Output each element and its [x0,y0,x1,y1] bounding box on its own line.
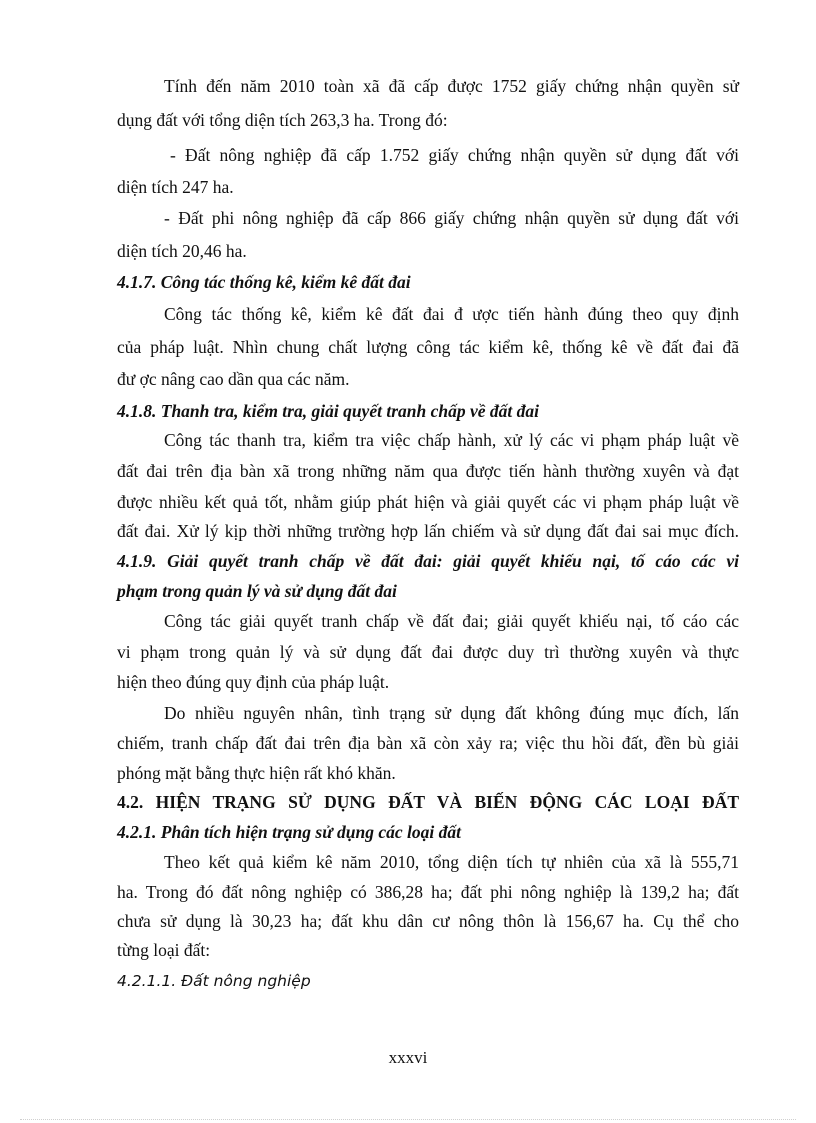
paragraph-line: hiện theo đúng quy định của pháp luật. [117,672,390,692]
section-heading: 4.1.8. Thanh tra, kiểm tra, giải quyết tranh chấp về đất đai [117,401,539,421]
paragraph-line: Công tác giải quyết tranh chấp về đất đai; giải quyết khiếu nại, tố cáo các [164,611,739,631]
section-heading: phạm trong quản lý và sử dụng đất đai [117,581,397,601]
paragraph-line: Công tác thống kê, kiểm kê đất đai đ ược tiến hành đúng theo quy định [164,304,739,324]
paragraph-line: đất đai trên địa bàn xã trong những năm qua được tiến hành thường xuyên và đạt [117,461,739,481]
paragraph-line: chiếm, tranh chấp đất đai trên địa bàn xã còn xảy ra; việc thu hồi đất, đền bù giải [117,733,739,753]
page-number: xxxvi [388,1048,428,1067]
paragraph-line: Tính đến năm 2010 toàn xã đã cấp được 1752 giấy chứng nhận quyền sử [164,76,739,96]
subsubsection-heading: 4.2.1.1. Đất nông nghiệp [117,972,311,990]
page-bottom-divider [20,1119,796,1120]
paragraph-line: Do nhiều nguyên nhân, tình trạng sử dụng đất không đúng mục đích, lấn [164,703,739,723]
list-item: - Đất phi nông nghiệp đã cấp 866 giấy chứng nhận quyền sử dụng đất với [164,208,739,228]
paragraph-line: từng loại đất: [117,940,211,960]
section-heading: 4.1.9. Giải quyết tranh chấp về đất đai: giải quyết khiếu nại, tố cáo các vi [117,551,739,571]
list-item: - Đất nông nghiệp đã cấp 1.752 giấy chứng nhận quyền sử dụng đất với [170,145,739,165]
paragraph-line: đất đai. Xử lý kịp thời những trường hợp lấn chiếm và sử dụng đất đai sai mục đích. [117,521,739,541]
paragraph-line: Theo kết quả kiểm kê năm 2010, tổng diện tích tự nhiên của xã là 555,71 [164,852,739,872]
paragraph-line: ha. Trong đó đất nông nghiệp có 386,28 ha; đất phi nông nghiệp là 139,2 ha; đất [117,882,739,902]
paragraph-line: đư ợc nâng cao dần qua các năm. [117,369,350,389]
section-heading: 4.1.7. Công tác thống kê, kiểm kê đất đai [117,272,411,292]
paragraph-line: của pháp luật. Nhìn chung chất lượng công tác kiểm kê, thống kê về đất đai đã [117,337,739,357]
paragraph-line: vi phạm trong quản lý và sử dụng đất đai được duy trì thường xuyên và thực [117,642,739,662]
paragraph-line: được nhiều kết quả tốt, nhằm giúp phát hiện và giải quyết các vi phạm pháp luật về [117,492,739,512]
section-heading: 4.2. HIỆN TRẠNG SỬ DỤNG ĐẤT VÀ BIẾN ĐỘNG CÁC LOẠI ĐẤT [117,792,739,812]
paragraph-line: phóng mặt bằng thực hiện rất khó khăn. [117,763,396,783]
paragraph-line: diện tích 20,46 ha. [117,241,247,261]
paragraph-line: dụng đất với tổng diện tích 263,3 ha. Trong đó: [117,110,448,130]
paragraph-line: diện tích 247 ha. [117,177,234,197]
paragraph-line: Công tác thanh tra, kiểm tra việc chấp hành, xử lý các vi phạm pháp luật về [164,430,739,450]
paragraph-line: chưa sử dụng là 30,23 ha; đất khu dân cư nông thôn là 156,67 ha. Cụ thể cho [117,911,739,931]
subsection-heading: 4.2.1. Phân tích hiện trạng sử dụng các loại đất [117,822,462,842]
